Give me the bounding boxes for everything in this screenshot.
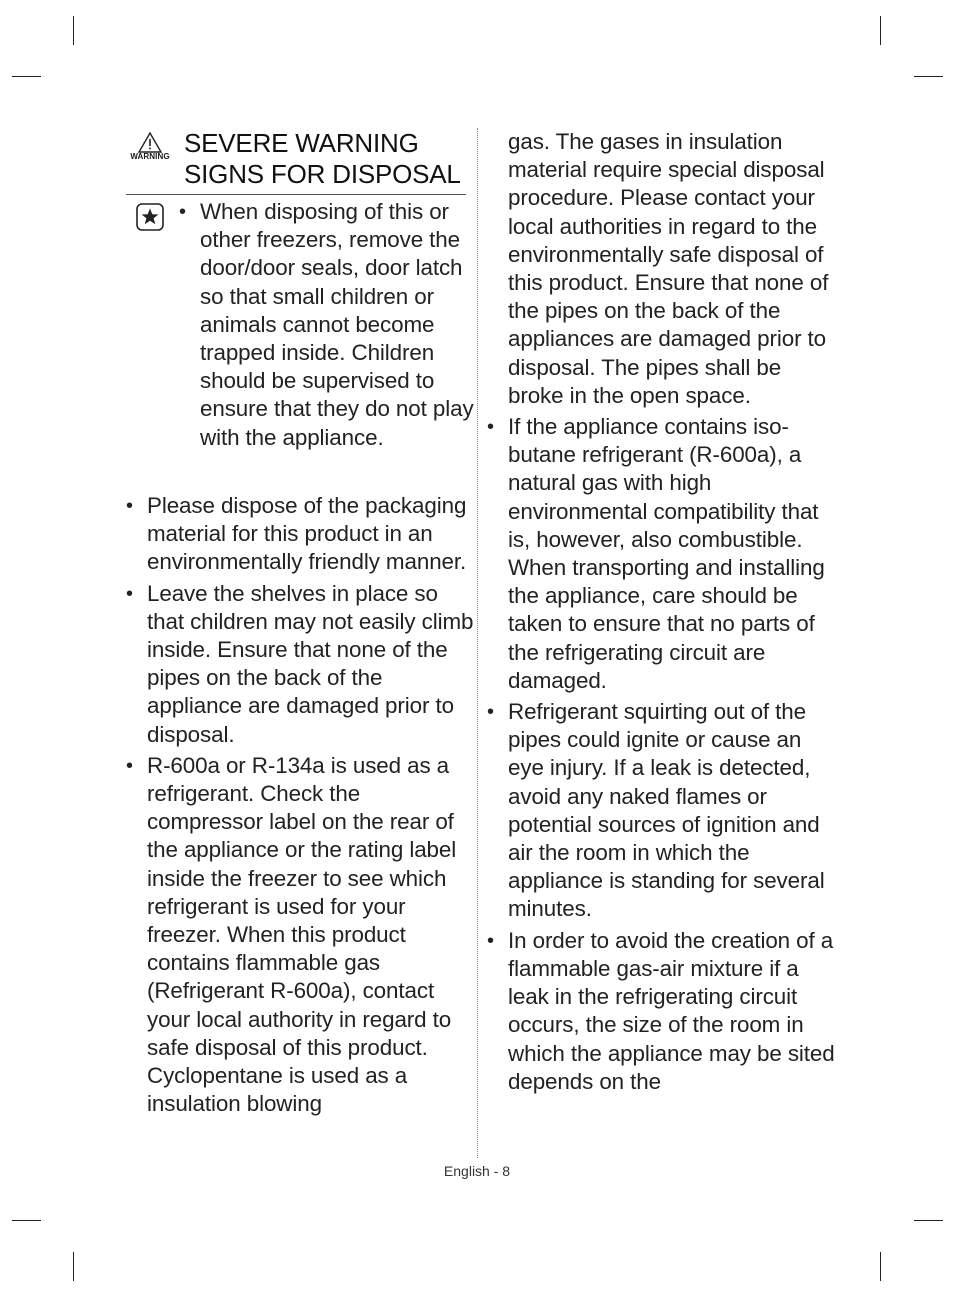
warning-triangle-icon bbox=[126, 132, 174, 168]
list-item: • Leave the shelves in place so that children may not easily climb inside. Ensure that none of the pipes on the back of the appliance are damaged prior to disposal. bbox=[126, 580, 476, 749]
star-note-icon bbox=[136, 203, 164, 236]
crop-mark bbox=[914, 1220, 943, 1221]
crop-mark bbox=[12, 1220, 41, 1221]
crop-mark bbox=[12, 76, 41, 77]
section-title-line1: SEVERE WARNING bbox=[184, 128, 419, 158]
column-divider bbox=[477, 128, 478, 1158]
section-heading bbox=[126, 128, 466, 195]
section-title bbox=[184, 128, 461, 190]
warning-icon-label: WARNING bbox=[130, 152, 170, 161]
list-item: • Refrigerant squirting out of the pipes could ignite or cause an eye injury. If a leak is detected, avoid any naked flames or potential sources of ignition and air the room in which the appliance is standing for several minutes. bbox=[487, 698, 837, 924]
crop-mark bbox=[73, 16, 74, 45]
list-item: • Please dispose of the packaging material for this product in an environmentally friendly manner. bbox=[126, 492, 476, 577]
continued-paragraph: gas. The gases in insulation material require special disposal procedure. Please contact your local authorities in regard to the environmentally safe disposal of this product. Ensure that none of the pipes on the back of the appliances are damaged prior to disposal. The pipes shall be broke in the open space. bbox=[508, 129, 829, 408]
right-column bbox=[487, 128, 837, 1099]
list-item: • R-600a or R-134a is used as a refrigerant. Check the compressor label on the rear of the appliance or the rating label inside the freezer to see which refrigerant is used for your freezer. When this product contains flammable gas (Refrigerant R-600a), contact your local authority in regard to safe disposal of this product. Cyclopentane is used as a insulation blowing bbox=[126, 752, 476, 1119]
crop-mark bbox=[880, 16, 881, 45]
crop-mark bbox=[73, 1252, 74, 1281]
page-footer: English - 8 bbox=[443, 1163, 511, 1179]
list-item: • In order to avoid the creation of a flammable gas-air mixture if a leak in the refrigerating circuit occurs, the size of the room in which the appliance may be sited depends on the bbox=[487, 927, 837, 1096]
crop-mark bbox=[914, 76, 943, 77]
list-item: • When disposing of this or other freezers, remove the door/door seals, door latch so that small children or animals cannot become trapped inside. Children should be supervised to ensure that they do not play with the appliance. bbox=[179, 198, 479, 452]
list-item: • If the appliance contains iso-butane refrigerant (R-600a), a natural gas with high environmental compatibility that is, however, also combustible. When transporting and installing the appliance, care should be taken to ensure that no parts of the refrigerating circuit are damaged. bbox=[487, 413, 837, 695]
crop-mark bbox=[880, 1252, 881, 1281]
left-column-first bbox=[179, 198, 479, 455]
left-column bbox=[126, 492, 476, 1121]
section-title-line2: SIGNS FOR DISPOSAL bbox=[184, 159, 461, 189]
